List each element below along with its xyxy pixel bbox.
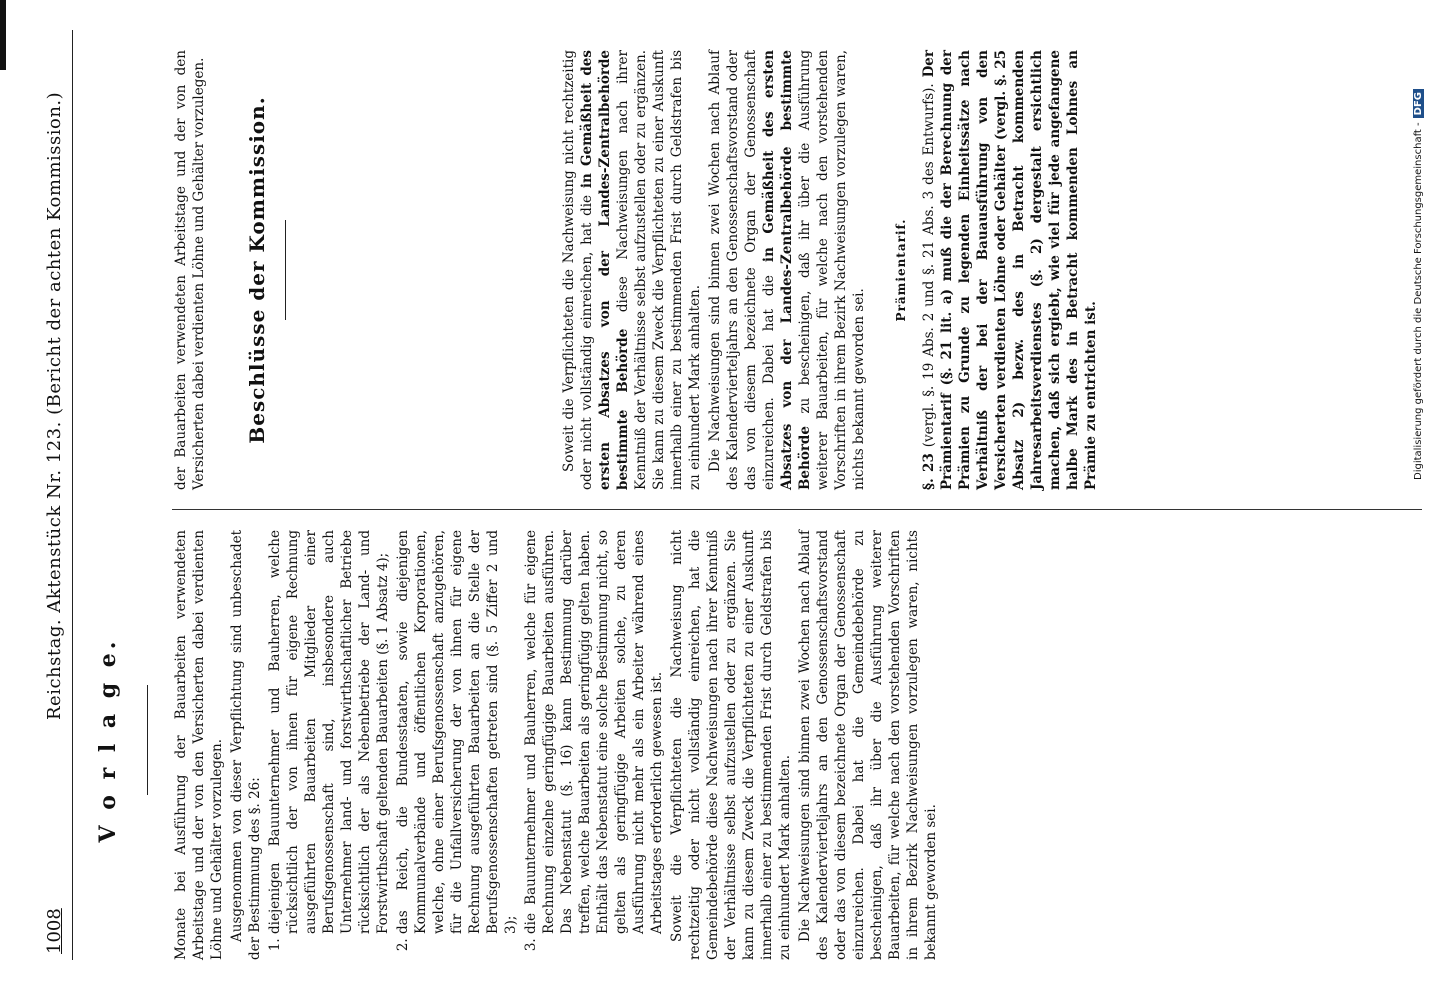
section-23-label: §. 23 (921, 453, 937, 490)
premium-tariff-heading: Prämientarif. (894, 218, 908, 322)
side-notice (1406, 0, 1432, 480)
left-heading-rule (147, 685, 148, 795)
left-heading: V o r l a g e. (95, 637, 121, 843)
dfg-logo: DFG (1413, 89, 1424, 118)
exemption-list (266, 530, 666, 960)
right-para-a-start: Soweit die Verpflichteten die Nachweisung nicht rechtzeitig oder nicht vollständig einreichen, hat die (561, 50, 595, 490)
left-paragraph-a: Soweit die Verpflichteten die Nachweisung nicht rechtzeitig oder nicht vollständig einreichen, hat die Gemeindebehörde diese Nachweisungen nach ihrer Kenntniß der Verhältnisse selbst aufzustellen oder zu ergänzen. Sie kann zu diesem Zweck die Verpflichteten zu einer Auskunft innerhalb einer zu bestimmenden Frist durch Geldstrafen bis zu einhundert Mark anhalten. (669, 530, 793, 960)
page-number: 1008 (44, 908, 65, 954)
right-column-body (560, 50, 1102, 490)
right-column-text (172, 50, 210, 490)
exemption-item-2: 2. das Reich, die Bundesstaaten, sowie diejenigen Kommunalverbände und öffentlichen Korporationen, welche, ohne einer Berufsgenossenschaft anzugehören, für die Unfallversicherung der von ihnen für eigene Rechnung ausgeführten Bauarbeiten an die Stelle der Berufsgenossenschaften getreten sind (§. 5 Ziffer 2 und 3); (394, 530, 520, 934)
left-intro: Monate bei Ausführung der Bauarbeiten verwendeten Arbeitstage und der von den Versicherten dabei verdienten Löhne und Gehälter vorzulegen. (173, 530, 225, 960)
right-para-a-bold: in Gemäßheit des ersten Absatzes von der Landes-Zentralbehörde bestimmte Behörde (579, 50, 631, 490)
funding-notice: Digitalisierung gefördert durch die Deutsche Forschungsgemeinschaft - (1413, 122, 1424, 480)
right-para-b-bold: in Gemäßheit des ersten Absatzes von der Landes-Zentralbehörde bestimmte Behörde (761, 50, 813, 490)
left-column-text (172, 530, 942, 960)
right-paragraph-a (560, 50, 704, 490)
page-header (40, 40, 70, 960)
right-paragraph-b (706, 50, 868, 490)
right-paragraph-c (920, 50, 1100, 490)
left-exemption-intro: Ausgenommen von dieser Verpflichtung sind unbeschadet der Bestimmung des §. 26: (229, 530, 263, 960)
right-para-b-end: zu bescheinigen, daß ihr über die Ausführung weiterer Bauarbeiten, für welche nach den vorstehenden Vorschriften in ihrem Bezirk Nachweisungen vorzulegen waren, nichts bekannt geworden sei. (797, 50, 867, 490)
exemption-item-1: 1. diejenigen Bauunternehmer und Bauherren, welche rücksichtlich der von ihnen für eigene Rechnung ausgeführten Bauarbeiten Mitglieder einer Berufsgenossenschaft sind, insbesondere auch Unternehmer land- und forstwirthschaftlicher Betriebe rücksichtlich der als Nebenbetriebe der Land- und Forstwirthschaft geltenden Bauarbeiten (§. 1 Absatz 4); (266, 530, 392, 934)
running-title: Reichstag. Aktenstück Nr. 123. (Bericht der achten Kommission.) (44, 91, 65, 720)
right-continuation: der Bauarbeiten verwendeten Arbeitstage und der von den Versicherten dabei verdienten Löhne und Gehälter vorzulegen. (173, 50, 207, 490)
column-divider (172, 509, 1422, 510)
header-rule (72, 30, 73, 960)
right-heading-rule (285, 220, 286, 320)
section-23-bold-text: Der Prämientarif (§. 21 lit. a) muß die der Berechnung der Prämien zu Grunde zu legenden Einheitssätze nach Verhältniß der bei der Bauausführung von den Versicherten verdienten Löhne oder Gehälter (vergl. §. 25 Absatz 2) bezw. des in Betracht kommenden Jahresarbeitsverdienstes (§. 2) dergestalt ersichtlich machen, daß sich ergiebt, wie viel für jede angefangene halbe Mark des in Betracht kommenden Lohnes an Prämie zu entrichten ist. (921, 50, 1099, 490)
right-heading: Beschlüsse der Kommission. (245, 96, 269, 444)
right-para-b-start: Die Nachweisungen sind binnen zwei Wochen nach Ablauf des Kalendervierteljahrs an den Genossenschaftsvorstand oder das von diesem bezeichnete Organ der Genossenschaft einzureichen. Dabei hat die (707, 50, 777, 490)
section-23-ref: (vergl. §. 19 Abs. 2 und §. 21 Abs. 3 des Entwurfs). (921, 83, 937, 454)
left-paragraph-b: Die Nachweisungen sind binnen zwei Wochen nach Ablauf des Kalendervierteljahrs an den Genossenschaftsvorstand oder das von diesem bezeichnete Organ der Genossenschaft einzureichen. Dabei hat die Gemeindebehörde zu bescheinigen, daß ihr über die Ausführung weiterer Bauarbeiten, für welche nach den vorstehenden Vorschriften in ihrem Bezirk Nachweisungen vorzulegen waren, nichts bekannt geworden sei. (797, 530, 939, 960)
right-para-a-end: diese Nachweisungen nach ihrer Kenntniß der Verhältnisse selbst aufzustellen oder zu ergänzen. Sie kann zu diesem Zweck die Verpflichteten zu einer Auskunft innerhalb einer zu bestimmenden Frist durch Geldstrafen bis zu einhundert Mark anhalten. (615, 50, 703, 490)
exemption-item-3: 3. die Bauunternehmer und Bauherren, welche für eigene Rechnung einzelne geringfügige Bauarbeiten ausführen. Das Nebenstatut (§. 16) kann Bestimmung darüber treffen, welche Bauarbeiten als geringfügig gelten haben. Enthält das Nebenstatut eine solche Bestimmung nicht, so gelten als geringfügige Arbeiten solche, zu deren Ausführung nicht mehr als ein Arbeiter während eines Arbeitstages erforderlich gewesen ist. (522, 530, 666, 934)
side-notice-wrapper (1406, 0, 1432, 1000)
